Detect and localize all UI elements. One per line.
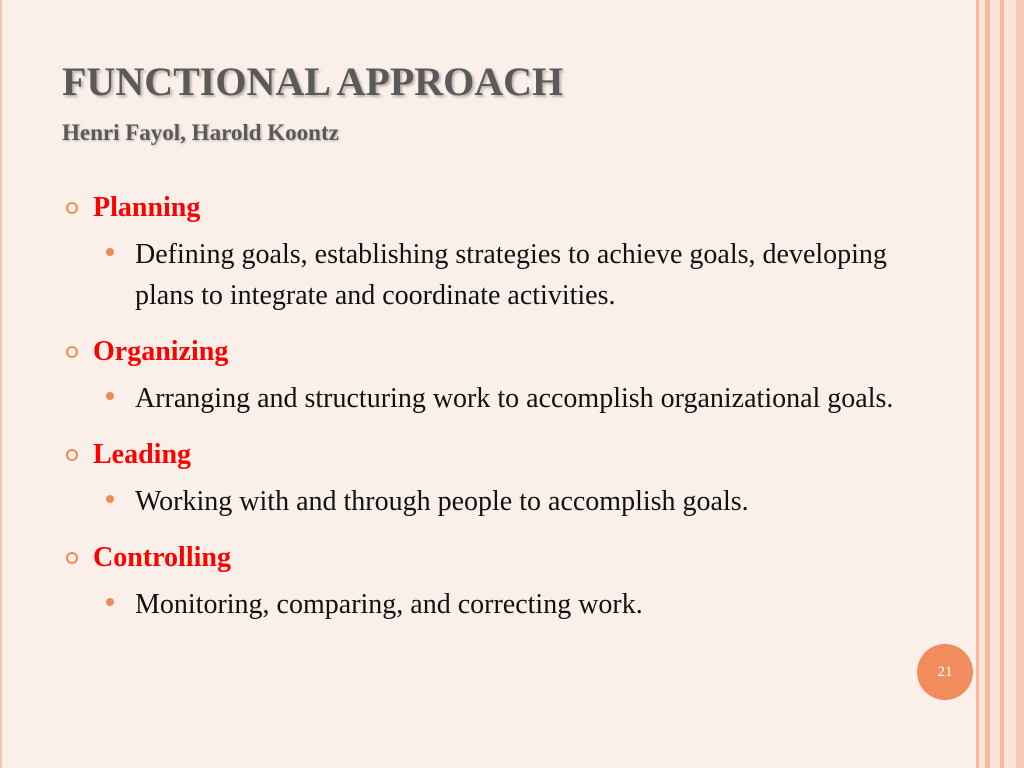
section-planning (62, 186, 942, 316)
section-detail: Monitoring, comparing, and correcting work. (135, 589, 643, 620)
ring-bullet-icon (66, 346, 78, 358)
detail-row (106, 234, 942, 316)
section-detail: Arranging and structuring work to accomplish organizational goals. (135, 383, 894, 414)
heading-row (62, 330, 942, 374)
dot-bullet-icon (106, 248, 114, 256)
section-leading (62, 433, 942, 522)
ring-bullet-icon (66, 449, 78, 461)
section-organizing (62, 330, 942, 419)
page-number-badge (917, 644, 973, 700)
decor-stripe (1016, 0, 1024, 768)
heading-row (62, 186, 942, 230)
slide-title: FUNCTIONAL APPROACH (62, 59, 564, 104)
ring-bullet-icon (66, 202, 78, 214)
section-heading: Planning (93, 192, 201, 223)
ring-bullet-icon (66, 552, 78, 564)
detail-row (106, 481, 942, 522)
section-heading: Organizing (93, 336, 229, 367)
detail-row (106, 584, 942, 625)
slide-body (62, 186, 942, 639)
heading-row (62, 536, 942, 580)
dot-bullet-icon (106, 598, 114, 606)
left-border (0, 0, 2, 768)
section-heading: Controlling (93, 542, 231, 573)
detail-row (106, 378, 942, 419)
heading-row (62, 433, 942, 477)
decor-stripe (990, 0, 1000, 768)
section-controlling (62, 536, 942, 625)
dot-bullet-icon (106, 495, 114, 503)
section-heading: Leading (93, 439, 192, 470)
section-detail: Defining goals, establishing strategies to achieve goals, developing plans to integrate and coordinate activities. (135, 239, 887, 311)
decor-stripe (1004, 0, 1016, 768)
page-number: 21 (937, 663, 953, 680)
dot-bullet-icon (106, 392, 114, 400)
slide-subtitle: Henri Fayol, Harold Koontz (62, 120, 339, 145)
section-detail: Working with and through people to accomplish goals. (135, 486, 749, 517)
